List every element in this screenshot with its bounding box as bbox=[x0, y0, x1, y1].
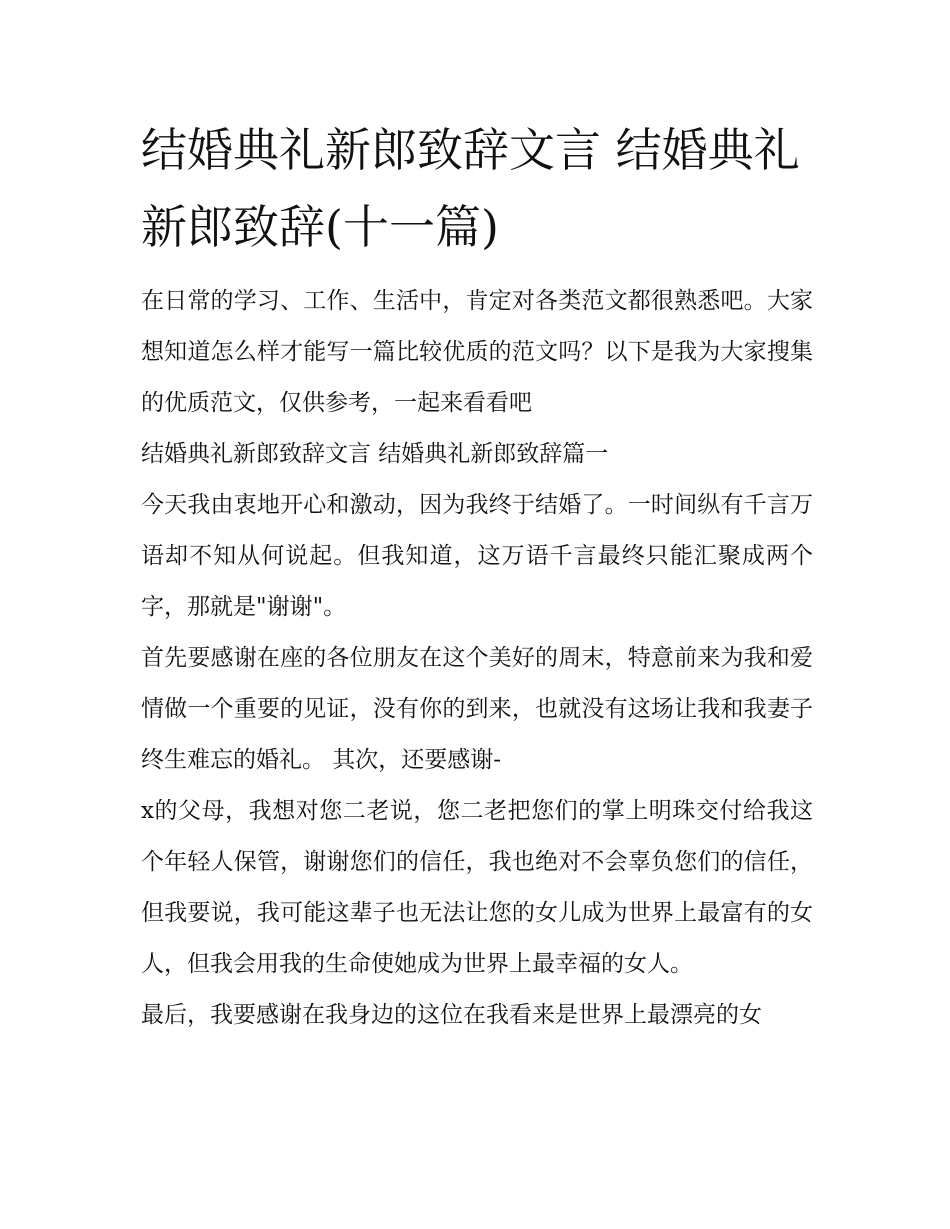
document-content bbox=[141, 112, 813, 1041]
body-paragraph: x的父母，我想对您二老说，您二老把您们的掌上明珠交付给我这个年轻人保管，谢谢您们的信任，我也绝对不会辜负您们的信任，但我要说，我可能这辈子也无法让您的女儿成为世界上最富有的女人，但我会用我的生命使她成为世界上最幸福的女人。 bbox=[141, 798, 813, 977]
intro-paragraph: 在日常的学习、工作、生活中，肯定对各类范文都很熟悉吧。大家想知道怎么样才能写一篇比较优质的范文吗？以下是我为大家搜集的优质范文，仅供参考，一起来看看吧 bbox=[141, 288, 813, 416]
body-paragraph: 最后，我要感谢在我身边的这位在我看来是世界上最漂亮的女 bbox=[141, 1002, 762, 1028]
document-title: 结婚典礼新郎致辞文言 结婚典礼新郎致辞(十一篇) bbox=[141, 123, 800, 254]
section-heading: 结婚典礼新郎致辞文言 结婚典礼新郎致辞篇一 bbox=[141, 441, 609, 467]
document-body bbox=[141, 276, 813, 1041]
body-paragraph: 今天我由衷地开心和激动，因为我终于结婚了。一时间纵有千言万语却不知从何说起。但我知道，这万语千言最终只能汇聚成两个字，那就是"谢谢"。 bbox=[141, 492, 813, 620]
body-paragraph: 首先要感谢在座的各位朋友在这个美好的周末，特意前来为我和爱情做一个重要的见证，没有你的到来，也就没有这场让我和我妻子终生难忘的婚礼。 其次，还要感谢- bbox=[141, 645, 813, 773]
